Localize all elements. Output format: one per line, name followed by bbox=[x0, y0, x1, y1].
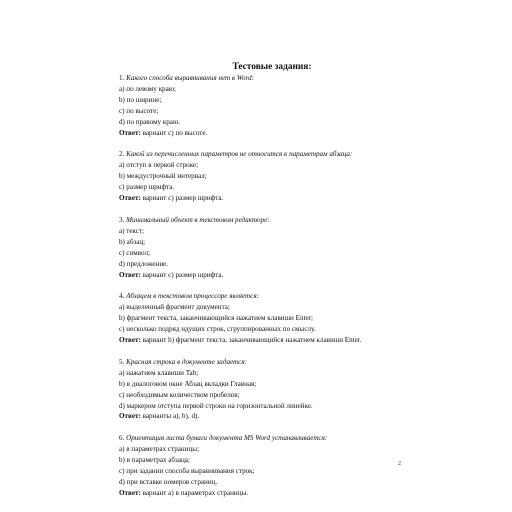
question-block bbox=[119, 149, 419, 204]
answer-text: вариант с) размер шрифта. bbox=[140, 194, 224, 203]
question-number: 2. bbox=[119, 150, 125, 159]
question-prompt: Какого способа выравнивания нет в Word: bbox=[126, 74, 254, 82]
question-prompt: Красная строка в документе задается: bbox=[126, 357, 247, 366]
question-prompt: Ориентация листа бумаги документа MS Word устанавливается: bbox=[126, 434, 328, 443]
answer-option: b) в диалоговом окне Абзац вкладки Главная; bbox=[119, 379, 257, 388]
answer-text: варианты a), b), d). bbox=[140, 412, 200, 421]
answer-option: a) текст; bbox=[119, 226, 145, 235]
answer-label: Ответ: bbox=[119, 488, 141, 497]
answer-text: вариант с) размер шрифта. bbox=[140, 270, 224, 279]
answer-option: b) фрагмент текста, заканчивающийся нажатием клавиши Enter; bbox=[119, 314, 313, 323]
answer-line bbox=[119, 335, 419, 346]
answer-option: c) несколько подряд идущих строк, сгруппированных по смыслу. bbox=[119, 325, 316, 334]
answer-option: c) по высоте; bbox=[119, 106, 159, 115]
answer-text: вариант с) по высоте. bbox=[140, 128, 208, 137]
question-text bbox=[119, 291, 419, 302]
answer-option: b) в параметрах абзаца; bbox=[119, 456, 190, 465]
answer-option: b) абзац; bbox=[119, 237, 146, 246]
question-number: 4. bbox=[119, 292, 125, 301]
answer-option: a) по левому краю; bbox=[119, 84, 177, 93]
question-text bbox=[119, 215, 419, 226]
question-text bbox=[119, 73, 419, 84]
question-block bbox=[119, 357, 419, 422]
answer-label: Ответ: bbox=[119, 128, 141, 137]
answer-label: Ответ: bbox=[119, 336, 141, 345]
question-prompt: Какой из перечисленных параметров не относится к параметрам абзаца: bbox=[126, 150, 353, 159]
answer-label: Ответ: bbox=[119, 412, 141, 421]
question-prompt: Абзацем в текстовом процессоре является: bbox=[126, 292, 259, 301]
page-content bbox=[119, 62, 419, 499]
answer-text: вариант b) фрагмент текста, заканчивающийся нажатием клавиши Enter. bbox=[140, 336, 362, 345]
answer-label: Ответ: bbox=[119, 194, 141, 203]
question-prompt: Минимальный объект в текстовом редакторе: bbox=[126, 215, 270, 224]
answer-line bbox=[119, 411, 419, 422]
answer-option: b) междустрочный интервал; bbox=[119, 172, 207, 181]
answer-option: d) по правому краю. bbox=[119, 117, 181, 126]
answer-option: c) размер шрифта. bbox=[119, 183, 175, 192]
answer-option: a) в параметрах страницы; bbox=[119, 445, 200, 454]
answer-option: c) при задании способа выравнивания строк; bbox=[119, 467, 255, 476]
question-block bbox=[119, 215, 419, 280]
question-text bbox=[119, 357, 419, 368]
answer-option: a) отступ в первой строке; bbox=[119, 161, 199, 170]
answer-line bbox=[119, 128, 419, 139]
question-number: 1. bbox=[119, 74, 125, 82]
answer-option: a) выделенный фрагмент документа; bbox=[119, 303, 230, 312]
question-block bbox=[119, 291, 419, 346]
question-block bbox=[119, 73, 419, 138]
answer-option: d) при вставке номеров страниц. bbox=[119, 478, 218, 486]
answer-option: b) по ширине; bbox=[119, 95, 162, 104]
answer-line bbox=[119, 193, 419, 204]
answer-option: d) маркером отступа первой строки на горизонтальной линейке. bbox=[119, 401, 313, 410]
question-text bbox=[119, 149, 419, 160]
answer-option: c) необходимым количеством пробелов; bbox=[119, 390, 240, 399]
answer-line bbox=[119, 488, 419, 499]
question-number: 6. bbox=[119, 434, 125, 443]
answer-label: Ответ: bbox=[119, 270, 141, 279]
answer-option: c) символ; bbox=[119, 248, 150, 257]
question-block bbox=[119, 433, 419, 498]
answer-text: вариант a) в параметрах страницы. bbox=[140, 488, 249, 497]
page-title: Тестовые задания: bbox=[232, 62, 312, 72]
question-number: 3. bbox=[119, 215, 125, 224]
answer-line bbox=[119, 270, 419, 281]
question-number: 5. bbox=[119, 357, 125, 366]
page-number: 2 bbox=[398, 461, 401, 467]
answer-option: d) предложение. bbox=[119, 259, 169, 268]
question-text bbox=[119, 433, 419, 444]
answer-option: a) нажатием клавиши Tab; bbox=[119, 368, 199, 377]
